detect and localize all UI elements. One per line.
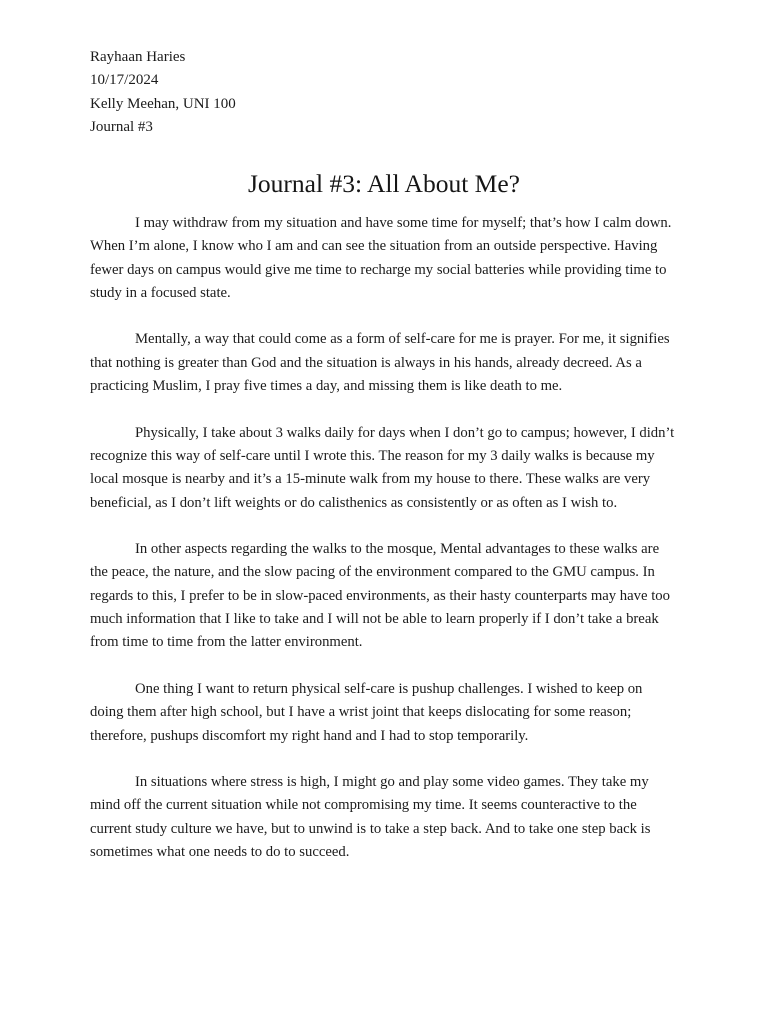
document-title: Journal #3: All About Me? [248, 169, 520, 198]
author-name: Rayhaan Haries [90, 49, 186, 65]
body-paragraph: Physically, I take about 3 walks daily for days when I don’t go to campus; however, I didn’t recognize this way of self-care until I wrote this. The reason for my 3 daily walks is because my local mosque is nearby and it’s a 15-minute walk from my house to there. These walks are very beneficial, as I don’t lift weights or do calisthenics as consistently or as often as I wish to. [90, 424, 675, 511]
document-date: 10/17/2024 [90, 72, 159, 89]
body-paragraph: Mentally, a way that could come as a form of self-care for me is prayer. For me, it signifies that nothing is greater than God and the situation is always in his hands, already decreed. As a practicing Muslim, I pray five times a day, and missing them is like death to me. [90, 331, 670, 395]
body-paragraph: In situations where stress is high, I might go and play some video games. They take my mind off the current situation while not compromising my time. It seems counteractive to the current study culture we have, but to unwind is to take a step back. And to take one step back is sometimes what one needs to do to succeed. [90, 774, 651, 861]
document-body [90, 212, 678, 888]
assignment-name: Journal #3 [90, 119, 153, 136]
body-paragraph: I may withdraw from my situation and have some time for myself; that’s how I calm down. When I’m alone, I know who I am and can see the situation from an outside perspective. Having fewer days on campus would give me time to recharge my social batteries while providing time to study in a focused state. [90, 215, 672, 301]
body-paragraph: One thing I want to return physical self-care is pushup challenges. I wished to keep on doing them after high school, but I have a wrist joint that keeps dislocating for some reason; therefore, pushups discomfort my right hand and I had to stop temporarily. [90, 680, 643, 744]
course-info: Kelly Meehan, UNI 100 [90, 95, 236, 112]
body-paragraph: In other aspects regarding the walks to the mosque, Mental advantages to these walks are the peace, the nature, and the slow pacing of the environment compared to the GMU campus. In regards to this, I prefer to be in slow-paced environments, as their hasty counterparts may have too much information that I like to take and I will not be able to learn properly if I don’t take a break from time to time from the latter environment. [90, 541, 670, 651]
document-header [90, 46, 690, 140]
